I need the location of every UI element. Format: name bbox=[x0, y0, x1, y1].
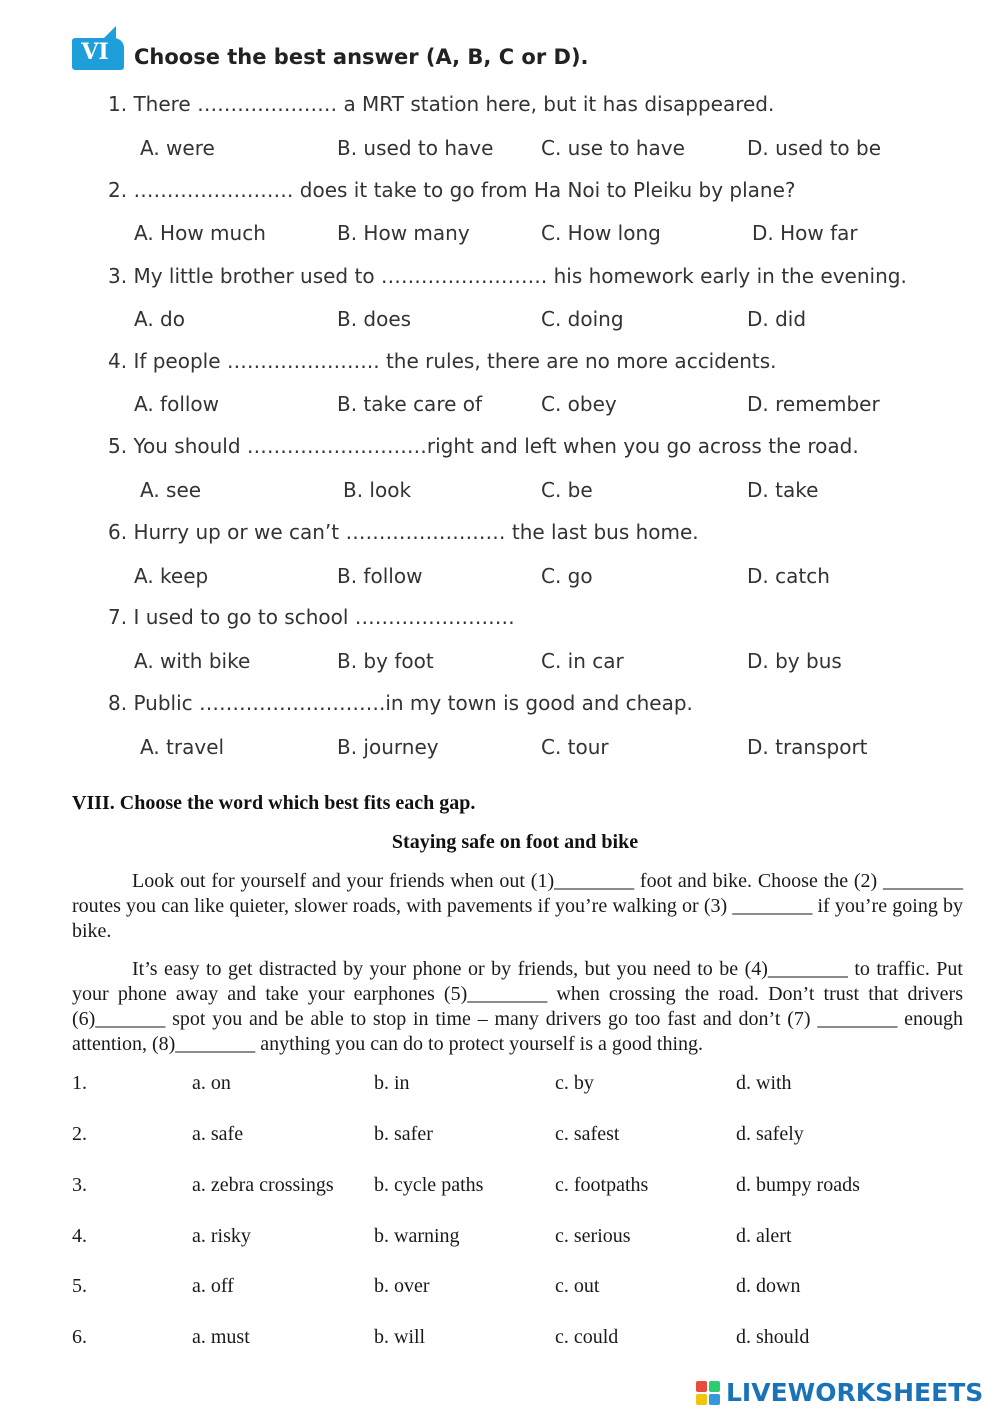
question-7: 7. I used to go to school …………………… bbox=[108, 605, 515, 629]
question-7-option-d[interactable]: D. by bus bbox=[747, 649, 842, 673]
gap-6-option-b[interactable]: b. will bbox=[374, 1326, 426, 1348]
question-5-option-a[interactable]: A. see bbox=[140, 478, 202, 502]
gap-6-option-c[interactable]: c. could bbox=[555, 1326, 619, 1348]
question-5-option-b[interactable]: B. look bbox=[343, 478, 412, 502]
gap-1-option-b[interactable]: b. in bbox=[374, 1072, 410, 1094]
gap-number-2: 2. bbox=[72, 1123, 87, 1145]
gap-4-option-c[interactable]: c. serious bbox=[555, 1225, 631, 1247]
gap-1-option-a[interactable]: a. on bbox=[192, 1072, 231, 1094]
question-7-option-b[interactable]: B. by foot bbox=[337, 649, 434, 673]
gap-5-option-b[interactable]: b. over bbox=[374, 1275, 430, 1297]
question-5: 5. You should ………………………right and left when you go across the road. bbox=[108, 434, 859, 458]
question-3-option-b[interactable]: B. does bbox=[337, 307, 412, 331]
section-heading: VIII. Choose the word which best fits each gap. bbox=[72, 792, 476, 814]
gap-3-option-b[interactable]: b. cycle paths bbox=[374, 1174, 484, 1196]
question-1-option-c[interactable]: C. use to have bbox=[541, 136, 685, 160]
question-3: 3. My little brother used to ……………………. his homework early in the evening. bbox=[108, 264, 907, 288]
question-6: 6. Hurry up or we can’t …………………… the last bus home. bbox=[108, 520, 699, 544]
gap-2-option-b[interactable]: b. safer bbox=[374, 1123, 433, 1145]
gap-3-option-d[interactable]: d. bumpy roads bbox=[736, 1174, 860, 1196]
passage-paragraph-1: Look out for yourself and your friends when out (1)________ foot and bike. Choose the (2) ________ routes you can like quieter, slower roads, with pavements if you’re walking or (3) ________ if you’re going by bike. bbox=[72, 870, 963, 942]
gap-number-3: 3. bbox=[72, 1174, 87, 1196]
question-5-option-d[interactable]: D. take bbox=[747, 478, 819, 502]
question-8-option-d[interactable]: D. transport bbox=[747, 735, 868, 759]
gap-number-4: 4. bbox=[72, 1225, 87, 1247]
question-4-option-a[interactable]: A. follow bbox=[134, 392, 220, 416]
question-2-option-b[interactable]: B. How many bbox=[337, 221, 470, 245]
gap-1-option-d[interactable]: d. with bbox=[736, 1072, 792, 1094]
question-3-option-d[interactable]: D. did bbox=[747, 307, 807, 331]
question-7-option-a[interactable]: A. with bike bbox=[134, 649, 251, 673]
gap-4-option-d[interactable]: d. alert bbox=[736, 1225, 792, 1247]
question-1-option-b[interactable]: B. used to have bbox=[337, 136, 494, 160]
passage-title: Staying safe on foot and bike bbox=[391, 831, 639, 853]
section-number: VI bbox=[81, 39, 109, 65]
question-8-option-c[interactable]: C. tour bbox=[541, 735, 609, 759]
gap-2-option-a[interactable]: a. safe bbox=[192, 1123, 244, 1145]
question-4-option-d[interactable]: D. remember bbox=[747, 392, 880, 416]
gap-5-option-d[interactable]: d. down bbox=[736, 1275, 801, 1297]
question-2-option-d[interactable]: D. How far bbox=[752, 221, 858, 245]
gap-3-option-a[interactable]: a. zebra crossings bbox=[192, 1174, 334, 1196]
question-2: 2. …………………… does it take to go from Ha Noi to Pleiku by plane? bbox=[108, 178, 796, 202]
gap-5-option-c[interactable]: c. out bbox=[555, 1275, 600, 1297]
gap-number-5: 5. bbox=[72, 1275, 87, 1297]
question-3-option-a[interactable]: A. do bbox=[134, 307, 185, 331]
question-6-option-a[interactable]: A. keep bbox=[134, 564, 209, 588]
gap-2-option-c[interactable]: c. safest bbox=[555, 1123, 620, 1145]
question-6-option-c[interactable]: C. go bbox=[541, 564, 593, 588]
question-4-option-b[interactable]: B. take care of bbox=[337, 392, 483, 416]
gap-6-option-d[interactable]: d. should bbox=[736, 1326, 810, 1348]
question-8-option-a[interactable]: A. travel bbox=[140, 735, 225, 759]
gap-number-1: 1. bbox=[72, 1072, 87, 1094]
question-4: 4. If people ………………….. the rules, there are no more accidents. bbox=[108, 349, 777, 373]
gap-6-option-a[interactable]: a. must bbox=[192, 1326, 250, 1348]
gap-number-6: 6. bbox=[72, 1326, 87, 1348]
question-6-option-b[interactable]: B. follow bbox=[337, 564, 423, 588]
question-2-option-c[interactable]: C. How long bbox=[541, 221, 661, 245]
question-3-option-c[interactable]: C. doing bbox=[541, 307, 624, 331]
section-badge bbox=[72, 38, 124, 70]
question-8: 8. Public ……………………….in my town is good and cheap. bbox=[108, 691, 693, 715]
question-6-option-d[interactable]: D. catch bbox=[747, 564, 830, 588]
section-title: Choose the best answer (A, B, C or D). bbox=[134, 45, 589, 69]
question-2-option-a[interactable]: A. How much bbox=[134, 221, 266, 245]
gap-2-option-d[interactable]: d. safely bbox=[736, 1123, 804, 1145]
question-4-option-c[interactable]: C. obey bbox=[541, 392, 617, 416]
question-1-option-a[interactable]: A. were bbox=[140, 136, 215, 160]
gap-1-option-c[interactable]: c. by bbox=[555, 1072, 594, 1094]
gap-4-option-b[interactable]: b. warning bbox=[374, 1225, 460, 1247]
gap-5-option-a[interactable]: a. off bbox=[192, 1275, 234, 1297]
passage-paragraph-2: It’s easy to get distracted by your phone or by friends, but you need to be (4)________ to traffic. Put your phone away and take your earphones (5)________ when crossing the road. Don’t trust that drivers (6)_______ spot you and be able to stop in time – many drivers go too fast and don’t (7) ________ enough attention, (8)________ anything you can do to protect yourself is a good thing. bbox=[72, 958, 963, 1055]
question-5-option-c[interactable]: C. be bbox=[541, 478, 593, 502]
question-8-option-b[interactable]: B. journey bbox=[337, 735, 439, 759]
gap-3-option-c[interactable]: c. footpaths bbox=[555, 1174, 649, 1196]
question-1: 1. There ………………… a MRT station here, but it has disappeared. bbox=[108, 92, 775, 116]
question-7-option-c[interactable]: C. in car bbox=[541, 649, 624, 673]
gap-4-option-a[interactable]: a. risky bbox=[192, 1225, 251, 1247]
question-1-option-d[interactable]: D. used to be bbox=[747, 136, 882, 160]
logo-text: LIVEWORKSHEETS bbox=[726, 1378, 984, 1407]
logo-mark-icon bbox=[696, 1381, 722, 1407]
